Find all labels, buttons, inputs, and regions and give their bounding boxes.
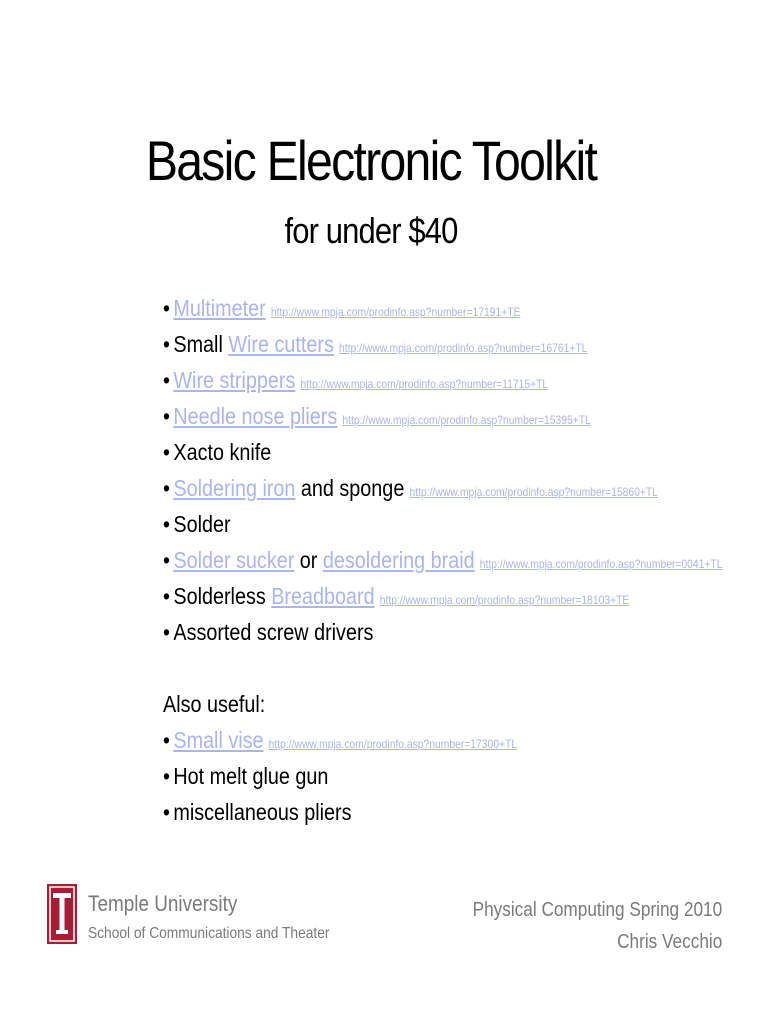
- bullet: •: [163, 547, 170, 573]
- bullet: •: [163, 295, 170, 321]
- url-wire-strippers[interactable]: http://www.mpja.com/prodinfo.asp?number=11715+TL: [300, 377, 549, 391]
- list-item-xacto-knife: [163, 434, 670, 470]
- list-item-wire-strippers: [163, 362, 670, 398]
- bullet: •: [163, 331, 170, 357]
- list-item-glue-gun: [163, 758, 670, 794]
- link-breadboard[interactable]: Breadboard: [271, 583, 375, 609]
- url-wire-cutters[interactable]: http://www.mpja.com/prodinfo.asp?number=16761+TL: [339, 341, 588, 355]
- link-needle-nose-pliers[interactable]: Needle nose pliers: [173, 403, 338, 429]
- url-needle-nose-pliers[interactable]: http://www.mpja.com/prodinfo.asp?number=15395+TL: [342, 413, 591, 427]
- item-text: Hot melt glue gun: [173, 763, 329, 789]
- url-breadboard[interactable]: http://www.mpja.com/prodinfo.asp?number=18103+TE: [379, 593, 630, 607]
- link-wire-cutters[interactable]: Wire cutters: [228, 331, 334, 357]
- toolkit-list: [163, 290, 753, 830]
- link-multimeter[interactable]: Multimeter: [173, 295, 266, 321]
- list-item-screw-drivers: [163, 614, 670, 650]
- list-item-misc-pliers: [163, 794, 670, 830]
- list-item-soldering-iron: [163, 470, 670, 506]
- bullet: •: [163, 439, 170, 465]
- link-desoldering-braid[interactable]: desoldering braid: [322, 547, 475, 573]
- item-text: Assorted screw drivers: [173, 619, 374, 645]
- item-prefix: Solderless: [173, 583, 266, 609]
- list-item-needle-nose-pliers: [163, 398, 670, 434]
- bullet: •: [163, 727, 170, 753]
- logo-letter: T: [62, 924, 63, 925]
- url-soldering-iron[interactable]: http://www.mpja.com/prodinfo.asp?number=15860+TL: [409, 485, 658, 499]
- list-item-multimeter: [163, 290, 670, 326]
- bullet: •: [163, 511, 170, 537]
- link-small-vise[interactable]: Small vise: [173, 727, 264, 753]
- item-text: Solder: [173, 511, 231, 537]
- list-item-solder: [163, 506, 670, 542]
- temple-logo-icon: [47, 884, 77, 944]
- list-item-wire-cutters: [163, 326, 670, 362]
- course-name: Physical Computing Spring 2010: [472, 899, 722, 921]
- bullet: •: [163, 367, 170, 393]
- url-desoldering-braid[interactable]: http://www.mpja.com/prodinfo.asp?number=0041+TL: [479, 557, 723, 571]
- bullet: •: [163, 475, 170, 501]
- slide-subtitle: for under $40: [284, 210, 458, 251]
- item-suffix: and sponge: [300, 475, 405, 501]
- bullet: •: [163, 763, 170, 789]
- item-text: Xacto knife: [173, 439, 272, 465]
- bullet: •: [163, 403, 170, 429]
- list-item-solder-sucker: [163, 542, 723, 578]
- list-item-breadboard: [163, 578, 670, 614]
- url-small-vise[interactable]: http://www.mpja.com/prodinfo.asp?number=17300+TL: [268, 737, 518, 751]
- link-soldering-iron[interactable]: Soldering iron: [173, 475, 296, 501]
- item-text: miscellaneous pliers: [173, 799, 352, 825]
- university-name: Temple University: [88, 891, 238, 916]
- also-useful-heading: Also useful:: [163, 691, 266, 717]
- bullet: •: [163, 619, 170, 645]
- bullet: •: [163, 583, 170, 609]
- item-prefix: Small: [173, 331, 223, 357]
- link-solder-sucker[interactable]: Solder sucker: [173, 547, 295, 573]
- bullet: •: [163, 799, 170, 825]
- url-multimeter[interactable]: http://www.mpja.com/prodinfo.asp?number=17191+TE: [270, 305, 521, 319]
- link-wire-strippers[interactable]: Wire strippers: [173, 367, 296, 393]
- list-item-small-vise: [163, 722, 670, 758]
- school-name: School of Communications and Theater: [88, 925, 330, 942]
- slide-title: Basic Electronic Toolkit: [145, 129, 597, 192]
- author-name: Chris Vecchio: [616, 931, 722, 953]
- item-mid-text: or: [299, 547, 318, 573]
